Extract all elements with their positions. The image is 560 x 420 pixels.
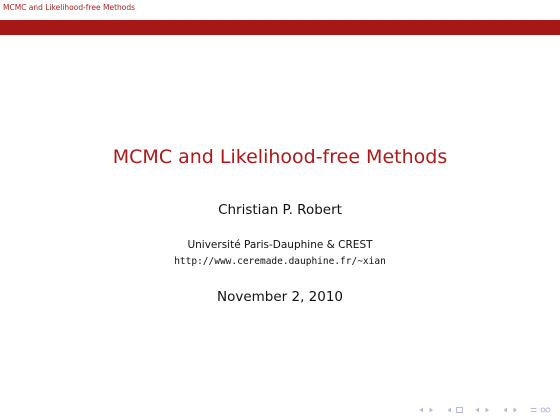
nav-section-next-icon[interactable] (456, 407, 463, 413)
nav-first-icon[interactable] (418, 407, 425, 413)
nav-prev-icon[interactable] (428, 407, 435, 413)
nav-align-icon[interactable] (530, 407, 537, 413)
short-title[interactable]: MCMC and Likelihood-free Methods (3, 3, 136, 12)
nav-frame-next-icon[interactable] (512, 407, 519, 413)
nav-search-icon[interactable] (540, 407, 552, 413)
nav-section-prev-icon[interactable] (446, 407, 453, 413)
author-name: Christian P. Robert (218, 202, 342, 218)
frame-title-bar (0, 20, 560, 35)
author-url[interactable]: http://www.ceremade.dauphine.fr/~xian (174, 256, 386, 267)
headline-bar (0, 0, 560, 18)
nav-subsection-next-icon[interactable] (484, 407, 491, 413)
nav-subsection-prev-icon[interactable] (474, 407, 481, 413)
navigation-bar (418, 405, 552, 415)
nav-frame-prev-icon[interactable] (502, 407, 509, 413)
presentation-date: November 2, 2010 (216, 289, 344, 305)
institute-name: Université Paris-Dauphine & CREST (187, 239, 373, 251)
presentation-title: MCMC and Likelihood-free Methods (112, 146, 448, 168)
